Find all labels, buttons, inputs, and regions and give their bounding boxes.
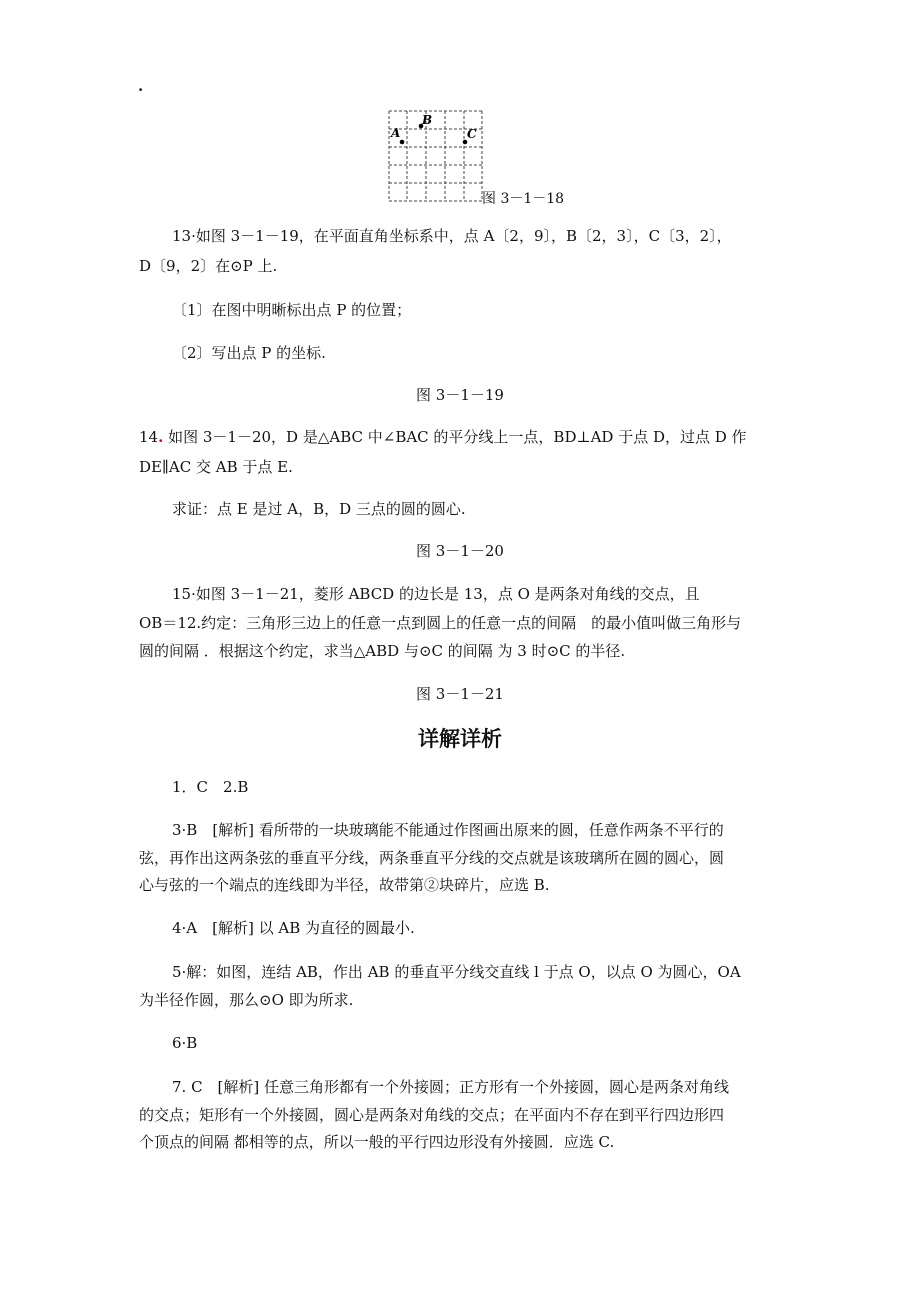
q15-line-1: 15·如图 3－1－21，菱形 ABCD 的边长是 13，点 O 是两条对角线的交点，且 xyxy=(172,585,700,603)
page-marker-dot: . xyxy=(138,77,144,95)
answer-3-line-1: 3·B [解析] 看所带的一块玻璃能不能通过作图画出原来的圆，任意作两条不平行的 xyxy=(172,821,724,839)
q14-period: . xyxy=(158,428,164,446)
answer-1-2: 1．C 2.B xyxy=(172,778,249,796)
figure-caption-21: 图 3－1－21 xyxy=(416,685,504,703)
answer-6: 6·B xyxy=(172,1034,198,1052)
q13-part-1: 〔1〕在图中明晰标出点 P 的位置； xyxy=(172,301,412,319)
figure-caption-20: 图 3－1－20 xyxy=(416,542,504,560)
answer-7-line-3: 个顶点的间隔 都相等的点，所以一般的平行四边形没有外接圆．应选 C. xyxy=(139,1133,615,1151)
q14-number: 14 xyxy=(139,428,159,446)
point-a xyxy=(400,140,405,145)
answer-3-line-2: 弦，再作出这两条弦的垂直平分线，两条垂直平分线的交点就是该玻璃所在圆的圆心，圆 xyxy=(139,849,725,867)
q13-line-2: D〔9，2〕在⊙P 上. xyxy=(139,257,278,275)
answer-5-line-1: 5·解：如图，连结 AB，作出 AB 的垂直平分线交直线 l 于点 O，以点 O 为圆心，OA xyxy=(172,963,741,981)
q15-line-3: 圆的间隔 ．根据这个约定，求当△ABD 与⊙C 的间隔 为 3 时⊙C 的半径. xyxy=(139,642,626,660)
answer-5-line-2: 为半径作圆，那么⊙O 即为所求. xyxy=(139,991,354,1009)
label-a: A xyxy=(391,126,401,140)
q14-text: 如图 3－1－20，D 是△ABC 中∠BAC 的平分线上一点，BD⊥AD 于点 D，过点 D 作 xyxy=(163,428,747,446)
q14-proof: 求证：点 E 是过 A，B，D 三点的圆的圆心. xyxy=(172,500,466,518)
answer-4: 4·A [解析] 以 AB 为直径的圆最小. xyxy=(172,919,415,937)
answer-3-line-3: 心与弦的一个端点的连线即为半径，故带第②块碎片，应选 B. xyxy=(139,876,550,894)
q13-line-1: 13·如图 3－1－19，在平面直角坐标系中，点 A〔2，9〕，B〔2，3〕，C〔3，2〕， xyxy=(172,227,732,245)
answer-7-line-2: 的交点；矩形有一个外接圆，圆心是两条对角线的交点；在平面内不存在到平行四边形四 xyxy=(139,1106,725,1124)
figure-caption-18: 图 3－1－18 xyxy=(482,191,565,207)
grid-lines xyxy=(389,111,482,201)
q13-part-2: 〔2〕写出点 P 的坐标. xyxy=(172,344,326,362)
q14-line-2: DE∥AC 交 AB 于点 E. xyxy=(139,458,293,476)
label-b: B xyxy=(422,113,433,127)
label-c: C xyxy=(467,127,477,141)
grid-figure xyxy=(388,110,484,202)
answer-7-line-1: 7. C [解析] 任意三角形都有一个外接圆；正方形有一个外接圆，圆心是两条对角线 xyxy=(172,1078,730,1096)
solutions-title: 详解详析 xyxy=(418,727,502,751)
figure-caption-19: 图 3－1－19 xyxy=(416,386,504,404)
q14-line-1 xyxy=(139,427,747,447)
q15-line-2: OB＝12.约定：三角形三边上的任意一点到圆上的任意一点的间隔 的最小值叫做三角形与 xyxy=(139,614,742,632)
